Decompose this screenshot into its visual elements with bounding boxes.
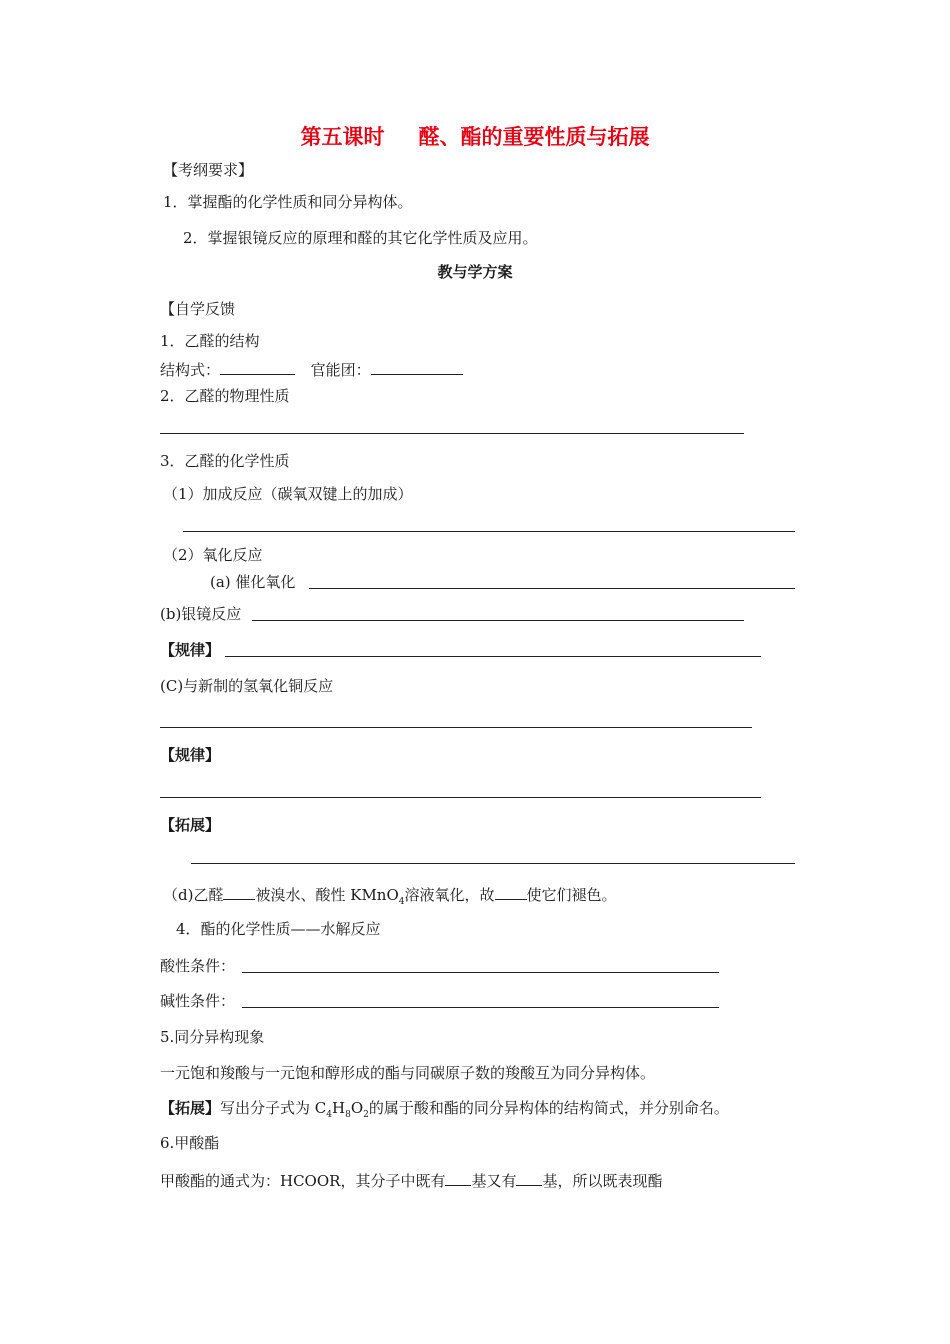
copper-hydroxide-blank[interactable] (160, 727, 752, 728)
oxidation-text-1: （d)乙醛 (163, 886, 224, 904)
physical-properties-blank[interactable] (160, 433, 744, 434)
structural-formula-blank[interactable] (220, 358, 295, 375)
formate-blank-1[interactable] (445, 1169, 471, 1186)
functional-group-blank[interactable] (371, 358, 463, 375)
catalytic-oxidation-label: (a) 催化氧化 (210, 573, 296, 591)
title-topic: 醛、酯的重要性质与拓展 (418, 125, 650, 149)
rule-label-1: 【规律】 (160, 641, 221, 659)
addition-reaction-label: （1）加成反应（碳氧双键上的加成） (163, 485, 413, 503)
self-study-heading: 【自学反馈 (160, 300, 236, 318)
acidic-condition-label: 酸性条件： (160, 957, 236, 975)
section-2-title: 2．乙醛的物理性质 (160, 387, 290, 405)
oxidation-blank-2[interactable] (495, 883, 527, 900)
isomerism-text: 一元饱和羧酸与一元饱和醇形成的酯与同碳原子数的羧酸互为同分异构体。 (160, 1064, 656, 1082)
oxidation-subscript: 4 (398, 897, 405, 907)
formula-text-2: 的属于酸和酯的同分异构体的结构简式，并分别命名。 (368, 1099, 729, 1117)
formula-sub-h: 8 (345, 1110, 351, 1120)
oxidation-text-2: 被溴水、酸性 KMnO (255, 886, 399, 904)
formate-text-2: 基又有 (471, 1172, 517, 1190)
rule-blank-2[interactable] (160, 797, 761, 798)
oxidation-reaction-label: （2）氧化反应 (163, 546, 263, 564)
catalytic-oxidation-blank[interactable] (309, 572, 795, 589)
requirement-item-1: 1．掌握酯的化学性质和同分异构体。 (163, 193, 413, 211)
section-6-title: 6.甲酸酯 (160, 1134, 220, 1152)
requirements-heading: 【考纲要求】 (163, 161, 254, 179)
formate-blank-2[interactable] (516, 1169, 542, 1186)
oxidation-text-4: 使它们褪色。 (526, 886, 617, 904)
plan-heading: 教与学方案 (437, 263, 513, 281)
formula-text-o: O (350, 1099, 364, 1117)
section-3-title: 3．乙醛的化学性质 (160, 452, 290, 470)
basic-condition-label: 碱性条件： (160, 992, 236, 1010)
formula-sub-c: 4 (326, 1110, 332, 1120)
formate-text-3: 基，所以既表现酯 (542, 1172, 663, 1190)
silver-mirror-blank[interactable] (252, 604, 744, 621)
formula-text-h: H (332, 1099, 346, 1117)
formula-text-1: 写出分子式为 C (220, 1099, 327, 1117)
extension-line-2 (160, 1098, 729, 1125)
formula-sub-o: 2 (363, 1110, 369, 1120)
addition-reaction-blank[interactable] (183, 531, 795, 532)
acidic-condition-blank[interactable] (242, 956, 719, 973)
functional-group-label: 官能团： (310, 361, 371, 379)
title-lesson: 第五课时 (300, 125, 385, 149)
basic-condition-blank[interactable] (242, 991, 719, 1008)
formate-text-1: 甲酸酯的通式为：HCOOR，其分子中既有 (160, 1172, 446, 1190)
acetaldehyde-oxidation-line (163, 883, 617, 912)
copper-hydroxide-label: (C)与新制的氢氧化铜反应 (160, 677, 334, 695)
oxidation-blank-1[interactable] (223, 883, 255, 900)
extension-label-1: 【拓展】 (160, 816, 221, 834)
requirement-item-2: 2．掌握银镜反应的原理和醛的其它化学性质及应用。 (183, 229, 538, 247)
rule-label-2: 【规律】 (160, 746, 221, 764)
rule-blank-1[interactable] (225, 640, 761, 657)
structure-line (160, 358, 463, 380)
extension-label-2: 【拓展】 (160, 1099, 221, 1117)
extension-blank-1[interactable] (191, 863, 795, 864)
page-title (0, 124, 950, 150)
section-5-title: 5.同分异构现象 (160, 1028, 265, 1046)
silver-mirror-label: (b)银镜反应 (160, 605, 242, 623)
oxidation-text-3: 溶液氧化，故 (404, 886, 495, 904)
formate-ester-line (160, 1169, 662, 1191)
section-1-title: 1．乙醛的结构 (160, 332, 260, 350)
section-4-title: 4．酯的化学性质——水解反应 (176, 920, 381, 938)
structural-formula-label: 结构式： (160, 361, 221, 379)
